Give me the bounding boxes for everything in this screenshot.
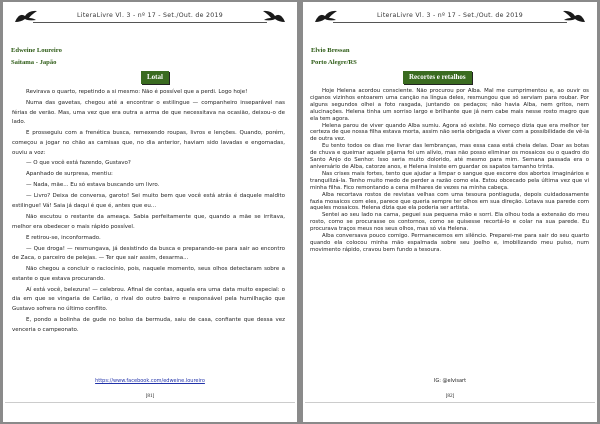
paragraph: Não chegou a concluir o raciocínio, pois, naquele momento, seus olhos detectaram sobre a estante o que estava procurando. [12,266,285,282]
page-footer-rule [5,402,295,403]
header-text: LiteraLivre Vl. 3 - nº 17 - Set./Out. de 2019 [77,12,223,19]
author-instagram: IG: @elvisart [433,378,467,384]
page-right [303,2,597,422]
paragraph: Não escutou o restante da ameaça. Sabia perfeitamente que, quando a mãe se irritava, melhor era obedecer o mais rápido possível. [12,213,285,230]
bird-right-icon [561,8,587,26]
paragraph: — O que você está fazendo, Gustavo? [26,160,131,167]
page-footer-rule [305,402,595,403]
paragraph: E, pondo a bolinha de gude no bolso da bermuda, saiu de casa, confiante que dessa vez venceria o campeonato. [12,317,285,333]
paragraph: Sentei ao seu lado na cama, peguei sua pequena mão e sorri. Ela olhou toda a extensão do meu rosto, como se procurasse os contornos, como se quisesse recortá-lo e colar na sua parede. Eu procurava traços meus nos seus olhos, mas só via Helena. [310,212,589,233]
paragraph: Hoje Helena acordou consciente. Não procurou por Alba. Mal me cumprimentou e, ao ouvir os ciganos vizinhos entoarem uma canção na língua deles, resmungou que só serviam para roubar. Por alguns segundos olhei a foto rasgada, juntando os pedaços; não havia Alba, nem gritos, nem alucinações. Helena tinha um sorriso largo e brilhante que já nem cabe mais nesse rosto magro que ela tem agora. [310,88,589,122]
author-place: Porto Alegre/RS [311,59,357,66]
paragraph: — Que droga! — resmungava, já desistindo da busca e preparando-se para sair ao encontro de Zaca, o parceiro de pelejas. — Ter que sair assim, desarma... [12,245,285,262]
paragraph: Revirava o quarto, repetindo a si mesmo: Não é possível que a perdi. Logo hoje! [26,89,248,95]
page-header [313,8,587,26]
bird-right-icon [261,8,287,26]
paragraph: — Nada, mãe... Eu só estava buscando um livro. [26,182,160,189]
paragraph: Eu tento todos os dias me livrar das lembranças, mas essa casa está cheia delas. Doar as botas de chuva e queimar aquele pijama foi um alívio, mas não posso eliminar os mosaicos ou o quadro do Santo Anjo do Senhor. Isso seria muito dolorido, até mesmo para mim. Semana passada era o aniversário de Alba, catorze anos, e Helena insiste em guardar os sapatos tamanho trinta. [310,143,589,170]
paragraph: E prosseguiu com a frenética busca, remexendo roupas, livros e lenções. Quando, porém, começou a jogar no chão as camisas que, no dia anterior, haviam sido lavadas e engomadas, ouviu a voz: [12,130,285,156]
paragraph: Numa das gavetas, chegou até a encontrar o estilingue — companheiro inseparável nas férias de verão. Mas, uma vez que era outra a arma de que necessitava na ocasião, deixou-o de lado. [12,99,285,126]
paragraph: Apanhado de surpresa, mentiu: [26,171,113,178]
paragraph: Alba recortava rostos de revistas velhas com uma tesoura pontiaguda, depois cuidadosamente fazia mosaicos com eles, parece que queria sempre ter olhos em sua direção. Lotava sua parede com aqueles mosaicos. Helena dizia que ela poderia ser artista. [310,191,589,212]
story-body [310,88,589,254]
page-number: [81] [145,393,155,399]
page-number: [82] [445,393,455,399]
story-body [12,88,285,337]
paragraph: Aí está você, belezura! — celebrou. Afinal de contas, aquela era uma data muito especial: o dia em que se vingaria de Carlão, o rival do outro bairro e responsável pela humilhação que Gustavo sofrera no último conflito. [12,286,285,313]
author-place: Saitama - Japão [11,59,57,66]
paragraph: Helena parou de viver quando Alba sumiu. Agora só existe. No começo dizia que era melhor ter certeza de que nossa filha estava morta, assim não seria obrigada a viver com a possibilidade de vê-la de outra vez. [310,122,589,143]
page-header [13,8,287,26]
author-link[interactable]: https://www.facebook.com/edweine.loureiro [95,378,205,384]
paragraph: E retirou-se, inconformado. [26,234,101,241]
story-title: Lotal [141,71,169,84]
paragraph: Alba conversava pouco comigo. Permanecemos em silêncio. Preparei-me para sair do seu quarto quando ela colocou minha mão espalmada sobre seu joelho e, imobilizando meu pulso, num movimento rápido, cravou bem fundo a tesoura. [310,233,589,253]
author-name: Edweine Loureiro [11,47,62,54]
paragraph: Nas crises mais fortes, tento que ajudar a limpar o sangue que escorre dos abortos imaginários e tranquilizá-la. Tenho muito medo de perder a razão como ela. Estou obcecado pela última vez que vi minha filha. Fico remontando a cena milhares de vezes na minha cabeça. [310,170,589,191]
header-text: LiteraLivre Vl. 3 - nº 17 - Set./Out. de 2019 [377,12,523,19]
story-title: Recortes e retalhos [403,71,472,84]
author-name: Elvio Bressan [311,47,350,54]
page-left [3,2,297,422]
paragraph: — Livro? Deixa de conversa, garoto! Sei muito bem que você está atrás é daquele maldito estilingue! Vá! Saia já daqui é que é, antes que eu... [12,193,285,209]
